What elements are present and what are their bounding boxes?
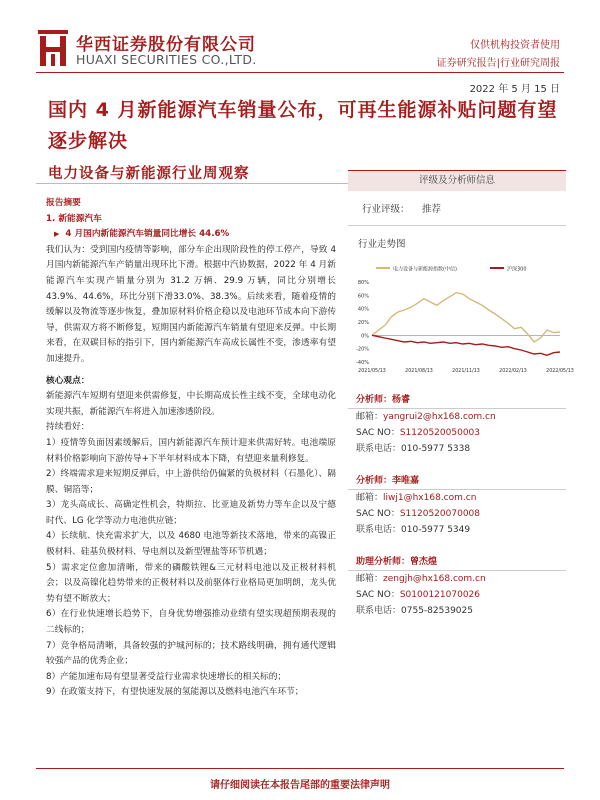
triangle-bullet-icon: ▶ <box>54 230 60 239</box>
view-item: 5）需求定位愈加清晰，带来的磷酸铁锂&三元材料电池以及正极材料机会；以及高镍化趋势带来的正极材料以及前驱体行业格局更加明朗，龙头优势有望不断放大； <box>46 562 336 604</box>
analyst-email-row <box>356 490 566 506</box>
rating-value: 推荐 <box>422 204 442 215</box>
series-line <box>372 293 560 342</box>
x-tick-label: 2021/08/13 <box>405 369 433 374</box>
header-divider <box>36 72 564 73</box>
report-type: 证券研究报告|行业研究周报 <box>436 58 560 69</box>
analyst-name: 杨睿 <box>392 395 411 405</box>
sac-label: SAC NO： <box>356 509 400 519</box>
email-label: 邮箱： <box>356 493 384 503</box>
legal-notice: 请仔细阅读在本报告尾部的重要法律声明 <box>210 780 390 791</box>
sac-label: SAC NO： <box>356 428 400 438</box>
analyst-card <box>348 554 566 619</box>
bullet-text: 4 月国内新能源汽车销量同比增长 44.6% <box>65 229 230 240</box>
summary-label: 报告摘要 <box>46 198 81 208</box>
analyst-phone-row <box>356 603 566 619</box>
summary-column <box>46 196 336 701</box>
analyst-card <box>348 392 566 457</box>
y-tick-label: -20% <box>356 346 369 353</box>
huaxi-logo <box>38 30 68 66</box>
analyst-title-label: 分析师： <box>356 395 393 405</box>
summary-paragraph: 我们认为：受到国内疫情等影响，部分车企出现阶段性的停工停产，导致 4 月国内新能源汽车产销量出现环比下滑。根据中汽协数据，2022 年 4 月新能源汽车实现产销量分别为 31.2 万辆、29.9 万辆，同比分别增长 43.9%、44.6%，环比分别下滑33.0%、38.3%。后续来看，随着疫情的缓解以及物流等逐步恢复，叠加原材料价格企稳以及电池环节成本向下游传导，供需双方将不断修复，短期国内新能源汽车销量有望迎来反弹。中长期来看，在双碳目标的指引下，国内新能源汽车高成长属性不变，渗透率有望加速提升。 <box>46 244 336 364</box>
analyst-email[interactable]: zengjh@hx168.com.cn <box>383 574 486 584</box>
analyst-sac-row <box>356 506 566 522</box>
y-tick-label: 40% <box>357 306 369 313</box>
view-item: 3）龙头高成长、高确定性机会，特斯拉、比亚迪及新势力等车企以及宁德时代、LG 化学等动力电池供应链； <box>46 500 336 526</box>
x-tick-label: 2022/05/13 <box>546 369 574 374</box>
y-tick-label: -40% <box>356 360 369 366</box>
view-item: 6）在行业快速增长趋势下，自身优势增强推动业绩有望实现超预期表现的二线标的； <box>46 609 336 636</box>
analyst-title-label: 分析师： <box>356 476 393 486</box>
analyst-title-label: 助理分析师： <box>356 557 411 567</box>
x-tick-label: 2021/11/13 <box>452 369 480 374</box>
phone-label: 联系电话： <box>356 525 402 535</box>
info-sidebar <box>348 170 574 635</box>
view-item: 7）竞争格局清晰，具备较强的护城河标的；技术路线明确，拥有通代逻辑较强产品的优秀企业； <box>46 640 336 667</box>
analyst-phone-row <box>356 522 566 538</box>
legend-label: 沪深300 <box>507 266 527 273</box>
view-item: 8）产能加速布局有望显著受益行业需求快速增长的相关标的； <box>46 671 287 682</box>
y-tick-label: 60% <box>357 293 369 300</box>
report-subtitle: 电力设备与新能源行业周观察 <box>48 166 250 182</box>
company-name-en: HUAXI SECURITIES CO.,LTD. <box>76 52 257 67</box>
report-title: 国内 4 月新能源汽车销量公布，可再生能源补贴问题有望逐步解决 <box>48 99 558 152</box>
analyst-name-row <box>348 554 566 571</box>
core-view-paragraph: 新能源汽车短期有望迎来供需修复，中长期高成长性主线不变，全球电动化实现共振，新能源汽车将进入加速渗透阶段。 <box>46 391 336 417</box>
legend-label: 电力设备与新能源指数(中信) <box>393 266 457 273</box>
y-tick-label: 0% <box>361 333 369 340</box>
analyst-list <box>348 392 566 619</box>
analyst-name-row <box>348 392 566 409</box>
footer-divider <box>36 768 564 769</box>
phone-label: 联系电话： <box>356 606 402 616</box>
phone-label: 联系电话： <box>356 444 402 454</box>
chart-label: 行业走势图 <box>358 239 406 250</box>
bullet-headline <box>46 227 336 243</box>
analyst-sac-row <box>356 425 566 441</box>
company-name-cn: 华西证券股份有限公司 <box>76 35 256 55</box>
y-tick-label: 80% <box>357 280 369 286</box>
analyst-name: 曾杰煌 <box>410 557 438 567</box>
audience-note: 仅供机构投资者使用 <box>470 40 560 51</box>
divider <box>348 225 566 226</box>
x-tick-label: 2022/02/13 <box>499 369 527 374</box>
analyst-email[interactable]: liwj1@hx168.com.cn <box>383 493 477 503</box>
rating-row <box>362 201 566 215</box>
section-heading: 1. 新能源汽车 <box>46 213 102 224</box>
analyst-email-row <box>356 571 566 587</box>
view-item: 1）疫情等负面因素缓解后，国内新能源汽车预计迎来供需好转。电池端原材料价格影响向下游传导+下半年材料成本下降，有望迎来量利修复。 <box>46 437 336 464</box>
view-item: 4）长续航、快充需求扩大，以及 4680 电池等新技术落地，带来的高镍正极材料、硅基负极材料、导电剂以及新型锂盐等环节机遇； <box>46 531 336 558</box>
analyst-card <box>348 473 566 538</box>
analyst-sac: S1120520050003 <box>399 428 480 438</box>
analyst-name: 李唯嘉 <box>392 476 420 486</box>
report-date: 2022 年 5 月 15 日 <box>469 84 560 95</box>
keep-positive-label: 持续看好： <box>46 422 90 433</box>
panel-title: 评级及分析师信息 <box>348 170 566 191</box>
analyst-sac: S0100121070026 <box>399 590 480 600</box>
analyst-sac-row <box>356 587 566 603</box>
view-item: 9）在政策支持下，有望快速发展的氢能源以及燃料电池汽车环节； <box>46 687 304 698</box>
core-view-label: 核心观点： <box>46 375 90 386</box>
trend-chart <box>348 260 574 380</box>
rating-label: 行业评级： <box>362 204 410 215</box>
analyst-email-row <box>356 409 566 425</box>
email-label: 邮箱： <box>356 412 384 422</box>
analyst-name-row <box>348 473 566 490</box>
y-tick-label: 20% <box>357 320 369 326</box>
analyst-phone: 0755-82539025 <box>401 606 473 616</box>
sac-label: SAC NO： <box>356 590 400 600</box>
analyst-phone: 010-5977 5338 <box>401 444 471 454</box>
analyst-phone-row <box>356 441 566 457</box>
analyst-email[interactable]: yangrui2@hx168.com.cn <box>383 412 496 422</box>
analyst-phone: 010-5977 5349 <box>401 525 471 535</box>
analyst-sac: S1120520070008 <box>399 509 480 519</box>
view-item: 2）终端需求迎来短期反弹后，中上游供给仍偏紧的负极材料（石墨化）、隔膜、铜箔等； <box>46 469 336 495</box>
email-label: 邮箱： <box>356 574 384 584</box>
x-tick-label: 2021/05/13 <box>358 369 386 374</box>
